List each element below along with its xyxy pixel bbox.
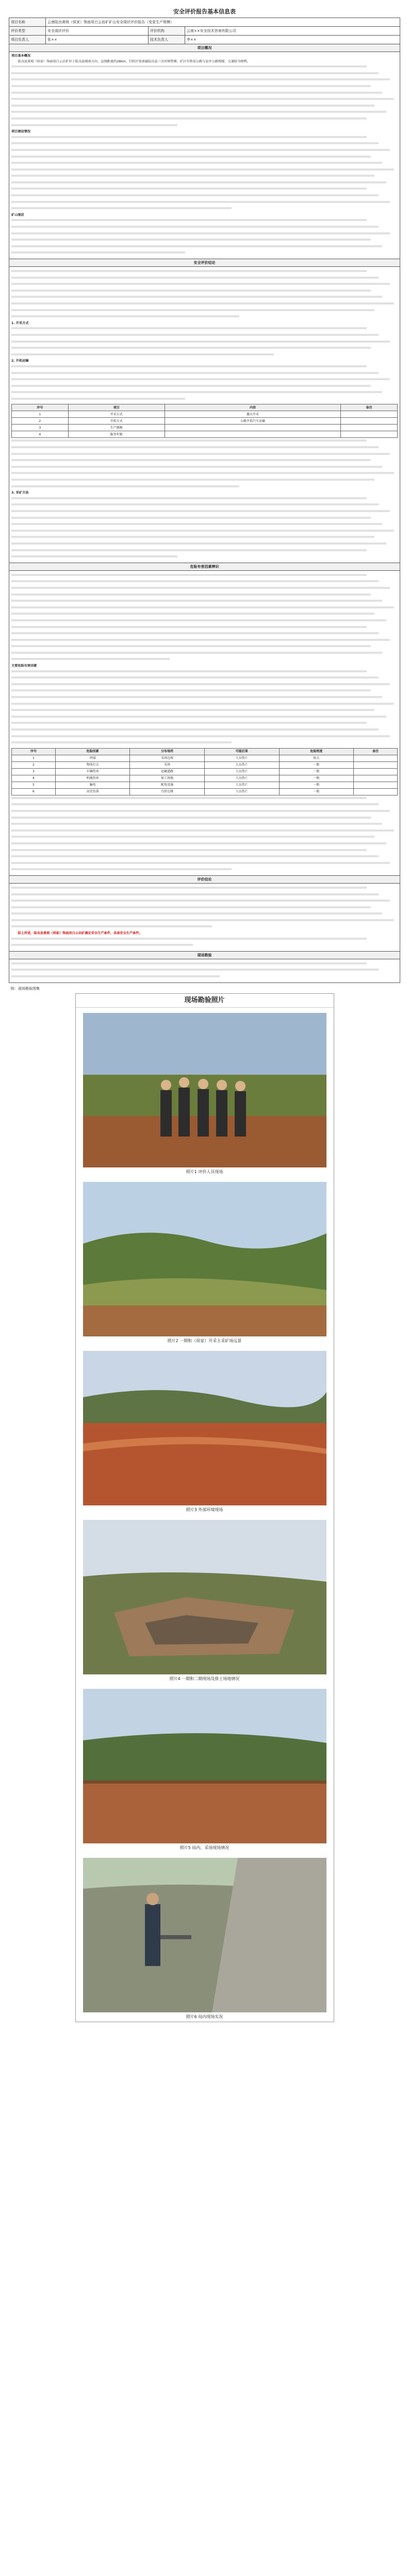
info-label: 评价机构 — [148, 27, 185, 36]
info-table — [9, 18, 400, 44]
text-line — [11, 797, 398, 802]
table-cell: 1 — [12, 411, 69, 418]
table-cell: 人员伤亡 — [204, 775, 279, 782]
table-cell: 4 — [12, 775, 56, 782]
text-line — [11, 803, 398, 808]
text-line — [11, 283, 398, 288]
table-cell: 高处坠落 — [55, 788, 130, 795]
table-cell: 采场 — [130, 761, 205, 768]
table-cell: 一般 — [279, 775, 354, 782]
text-line — [11, 72, 398, 77]
text-line — [11, 315, 398, 320]
text-line — [11, 372, 398, 377]
table-cell — [341, 411, 398, 418]
text-line — [11, 168, 398, 174]
text-line — [11, 270, 398, 275]
text-line — [11, 530, 398, 535]
text-line — [11, 645, 398, 650]
table-cell: 一般 — [279, 788, 354, 795]
table-header: 序号 — [12, 748, 56, 755]
text-line — [11, 716, 398, 721]
site-photo — [83, 1858, 326, 2012]
table-cell: 4 — [12, 431, 69, 438]
table-row — [12, 755, 398, 761]
text-line — [11, 683, 398, 688]
section-heading: 现场勘验 — [9, 952, 400, 959]
text-line — [11, 741, 398, 747]
info-label: 项目负责人 — [9, 36, 46, 44]
subheading: 主要危险有害因素 — [11, 664, 37, 668]
table-cell: 人员伤亡 — [204, 768, 279, 775]
section-body — [9, 52, 400, 259]
photo-appendix-title: 现场勘验照片 — [76, 994, 334, 1008]
text-line — [11, 919, 398, 924]
site-photo — [83, 1689, 326, 1843]
info-label: 技术负责人 — [148, 36, 185, 44]
table-cell: 2 — [12, 418, 69, 425]
text-line — [11, 485, 398, 490]
table-header: 可能后果 — [204, 748, 279, 755]
subheading: 项目建设情况 — [11, 130, 31, 134]
text-line — [11, 855, 398, 860]
section-heading: 项目概况 — [9, 44, 400, 52]
text-line — [11, 606, 398, 612]
table-cell: 2 — [12, 761, 56, 768]
table-cell — [354, 775, 398, 782]
photo-caption: 照片6 局内现场实况 — [186, 2014, 223, 2019]
subheading: 2. 开拓运输 — [11, 359, 29, 363]
table-cell — [341, 431, 398, 438]
info-row — [9, 36, 400, 44]
table-cell — [165, 425, 341, 431]
table-row — [12, 788, 398, 795]
text-line — [11, 689, 398, 694]
paragraph: 综上所述，陆良县黄坡（侯家）饰面用白云岩矿满足安全生产条件，具备安全生产条件。 — [18, 931, 142, 936]
text-line — [11, 817, 398, 822]
text-line — [11, 944, 398, 949]
text-line — [11, 472, 398, 477]
table-cell: 1 — [12, 755, 56, 761]
table-header: 备注 — [354, 748, 398, 755]
text-line — [11, 207, 398, 212]
table-header: 项目 — [68, 404, 165, 411]
text-line — [11, 124, 398, 129]
text-line — [11, 823, 398, 828]
text-line — [11, 175, 398, 180]
subheading: 项目基本概况 — [11, 54, 31, 58]
text-line — [11, 111, 398, 116]
table-cell: 6 — [12, 788, 56, 795]
text-line — [11, 842, 398, 848]
text-line — [11, 156, 398, 161]
table-cell: 3 — [12, 425, 69, 431]
text-line — [11, 181, 398, 187]
text-line — [11, 900, 398, 905]
text-line — [11, 510, 398, 515]
table-cell — [341, 425, 398, 431]
attachment-label: 附：现场勘验图集 — [11, 986, 40, 991]
text-line — [11, 439, 398, 445]
text-line — [11, 639, 398, 644]
text-line — [11, 92, 398, 97]
text-line — [11, 162, 398, 167]
text-line — [11, 391, 398, 396]
table-cell — [354, 788, 398, 795]
text-line — [11, 652, 398, 657]
text-line — [11, 78, 398, 83]
text-line — [11, 232, 398, 238]
text-line — [11, 549, 398, 554]
table-header: 分布场所 — [130, 748, 205, 755]
table-cell: 人员伤亡 — [204, 755, 279, 761]
subheading: 1. 开采方式 — [11, 321, 29, 325]
section-heading: 评价结论 — [9, 876, 400, 884]
text-line — [11, 543, 398, 548]
table-cell — [354, 768, 398, 775]
text-line — [11, 517, 398, 522]
photo-caption: 照片3 外部环境现场 — [186, 1507, 223, 1512]
text-line — [11, 810, 398, 815]
text-line — [11, 670, 398, 675]
text-line — [11, 365, 398, 370]
text-line — [11, 658, 398, 663]
text-line — [11, 893, 398, 899]
text-line — [11, 466, 398, 471]
text-line — [11, 201, 398, 206]
table-row — [12, 418, 398, 425]
table-cell: 开拓方式 — [68, 418, 165, 425]
text-line — [11, 587, 398, 592]
site-photo — [83, 1182, 326, 1336]
table-cell: 服务年限 — [68, 431, 165, 438]
text-line — [11, 290, 398, 295]
text-line — [11, 912, 398, 918]
table-cell: 坍塌 — [55, 755, 130, 761]
text-line — [11, 378, 398, 383]
section-heading: 安全评价结论 — [9, 259, 400, 267]
table-row — [12, 425, 398, 431]
info-row — [9, 27, 400, 36]
text-line — [11, 887, 398, 892]
table-cell: 人员伤亡 — [204, 761, 279, 768]
table-cell: 3 — [12, 768, 56, 775]
table-cell: 车辆伤害 — [55, 768, 130, 775]
table-cell — [341, 418, 398, 425]
table-cell: 公路开拓汽车运输 — [165, 418, 341, 425]
text-line — [11, 385, 398, 390]
section-heading: 危险有害因素辨识 — [9, 563, 400, 571]
section-body — [9, 571, 400, 876]
sections — [9, 44, 400, 983]
section-body — [9, 884, 400, 952]
table-cell: 露天开采 — [165, 411, 341, 418]
text-line — [11, 709, 398, 714]
table-cell: 5 — [12, 782, 56, 788]
text-line — [11, 969, 398, 974]
text-line — [11, 327, 398, 332]
text-line — [11, 868, 398, 873]
text-line — [11, 580, 398, 585]
text-line — [11, 353, 398, 359]
document-title: 安全评价报告基本信息表 — [173, 8, 236, 15]
table-row — [12, 782, 398, 788]
text-line — [11, 626, 398, 631]
text-line — [11, 497, 398, 502]
text-line — [11, 735, 398, 740]
text-line — [11, 446, 398, 451]
table-header: 危险程度 — [279, 748, 354, 755]
site-photo — [83, 1351, 326, 1505]
table-header: 内容 — [165, 404, 341, 411]
document — [9, 0, 400, 2022]
text-line — [11, 938, 398, 943]
table-header: 危险因素 — [55, 748, 130, 755]
table-cell: 一般 — [279, 782, 354, 788]
text-line — [11, 117, 398, 123]
text-line — [11, 975, 398, 980]
text-line — [11, 98, 398, 103]
text-line — [11, 962, 398, 968]
site-photo — [83, 1520, 326, 1674]
table-cell: 一般 — [279, 768, 354, 775]
text-line — [11, 277, 398, 282]
text-line — [11, 925, 398, 930]
table-row — [12, 775, 398, 782]
text-line — [11, 149, 398, 154]
text-line — [11, 555, 398, 561]
text-line — [11, 194, 398, 199]
table-cell: 生产规模 — [68, 425, 165, 431]
info-value: 张×× — [46, 36, 149, 44]
text-line — [11, 613, 398, 618]
table-row — [12, 411, 398, 418]
data-table — [11, 748, 398, 795]
text-line — [11, 251, 398, 257]
section-body — [9, 959, 400, 983]
table-cell: 配电设施 — [130, 782, 205, 788]
text-line — [11, 136, 398, 141]
text-line — [11, 906, 398, 911]
text-line — [11, 574, 398, 579]
table-cell: 开采方式 — [68, 411, 165, 418]
text-line — [11, 600, 398, 605]
text-line — [11, 226, 398, 231]
table-cell: 机械伤害 — [55, 775, 130, 782]
text-line — [11, 398, 398, 403]
photo-caption: 照片1 评价人员现场 — [186, 1169, 223, 1174]
info-value: 云南××安全技术咨询有限公司 — [185, 27, 400, 36]
text-line — [11, 849, 398, 854]
table-header: 序号 — [12, 404, 69, 411]
info-label: 评价类型 — [9, 27, 46, 36]
table-cell — [354, 782, 398, 788]
text-line — [11, 829, 398, 835]
section-body — [9, 267, 400, 563]
site-photo — [83, 1013, 326, 1167]
data-table — [11, 404, 398, 438]
photo-caption: 照片5 局内、采场现场情况 — [179, 1845, 230, 1850]
text-line — [11, 676, 398, 682]
text-line — [11, 728, 398, 734]
text-line — [11, 523, 398, 528]
text-line — [11, 459, 398, 464]
table-cell: 触电 — [55, 782, 130, 788]
text-line — [11, 503, 398, 509]
text-line — [11, 85, 398, 90]
text-line — [11, 142, 398, 147]
paragraph: 陆良县黄坡（侯家）饰面用白云岩矿位于陆良县城南方向，直线距离约28km，行政区划隶属陆良县三岔河镇管辖。矿区有简易公路与县乡公路相接，交通较为便利。 — [18, 59, 250, 63]
text-line — [11, 722, 398, 727]
text-line — [11, 334, 398, 339]
text-line — [11, 239, 398, 244]
text-line — [11, 536, 398, 541]
text-line — [11, 836, 398, 841]
table-cell: 人员伤亡 — [204, 788, 279, 795]
table-row — [12, 768, 398, 775]
text-line — [11, 65, 398, 71]
text-line — [11, 696, 398, 701]
table-cell: 一般 — [279, 761, 354, 768]
table-cell — [354, 755, 398, 761]
text-line — [11, 296, 398, 301]
info-value: 李×× — [185, 36, 400, 44]
table-header: 备注 — [341, 404, 398, 411]
table-cell: 台阶边缘 — [130, 788, 205, 795]
table-cell: 人员伤亡 — [204, 782, 279, 788]
text-line — [11, 453, 398, 458]
text-line — [11, 703, 398, 708]
text-line — [11, 479, 398, 484]
photo-appendix — [75, 993, 334, 2022]
info-label: 项目名称 — [9, 18, 46, 27]
text-line — [11, 594, 398, 599]
info-value: 云南陆良黄坡（侯家）饰面用白云岩矿矿山安全现状评价报告（变更生产规模） — [46, 18, 400, 27]
table-cell: 较大 — [279, 755, 354, 761]
table-row — [12, 761, 398, 768]
text-line — [11, 219, 398, 224]
text-line — [11, 862, 398, 867]
text-line — [11, 245, 398, 250]
text-line — [11, 309, 398, 314]
table-cell — [354, 761, 398, 768]
table-cell: 加工场地 — [130, 775, 205, 782]
text-line — [11, 632, 398, 637]
info-value: 安全现状评价 — [46, 27, 149, 36]
text-line — [11, 188, 398, 193]
table-row — [12, 431, 398, 438]
photo-caption: 照片2 一期和（侯家）开采主采矿场远景 — [167, 1338, 242, 1343]
table-cell — [165, 431, 341, 438]
text-line — [11, 347, 398, 352]
text-line — [11, 619, 398, 624]
photo-caption: 照片4 一期和二期现场及排土场地情况 — [169, 1676, 240, 1681]
table-cell: 采场边坡 — [130, 755, 205, 761]
text-line — [11, 302, 398, 308]
table-cell: 运输道路 — [130, 768, 205, 775]
subheading: 矿山现状 — [11, 213, 24, 217]
text-line — [11, 341, 398, 346]
info-row — [9, 18, 400, 27]
subheading: 3. 采矿方法 — [11, 491, 29, 495]
table-cell: 物体打击 — [55, 761, 130, 768]
text-line — [11, 105, 398, 110]
